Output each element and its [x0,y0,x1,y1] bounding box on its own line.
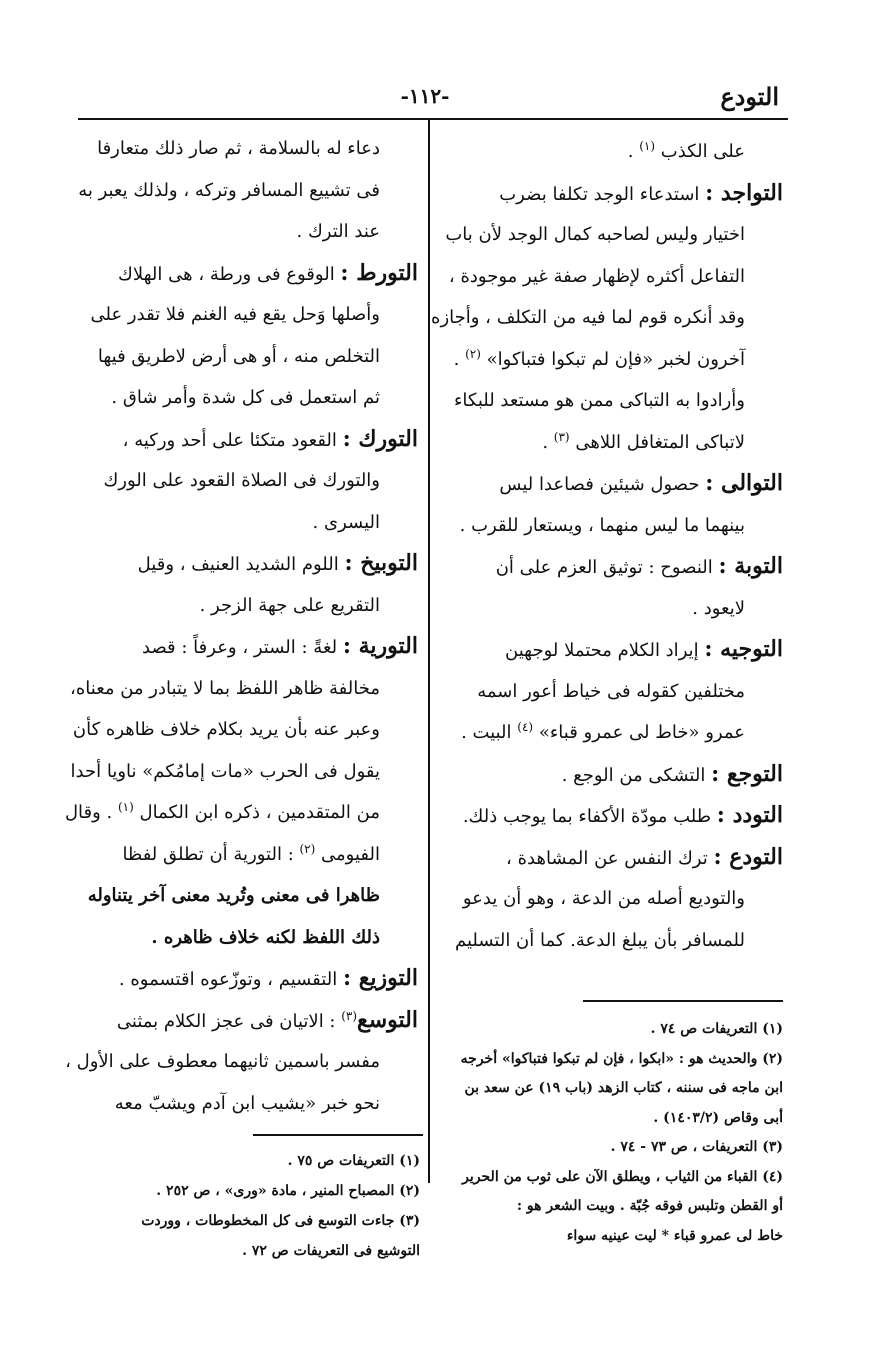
text-line [437,878,783,920]
header-rule [78,118,788,120]
text-line [437,588,783,630]
line-text: وعبر عنه بأن يريد بكلام خلاف ظاهره كأن [72,719,380,740]
entry-line [437,754,783,796]
entry-term: التوبيخ : [344,550,418,576]
entry-line [437,629,783,671]
line-text: دعاء له بالسلامة ، ثم صار ذلك متعارفا [97,138,380,159]
entry-line [437,837,783,879]
line-text: الفيومى [315,843,380,865]
text-line [78,502,418,544]
line-text: طلب مودّة الأكفاء بما يوجب ذلك. [462,806,717,827]
entry-term: التوبة : [718,553,783,579]
footnote-line: (٤) القباء من الثياب ، ويطلق الآن على ثوب من الحرير [462,1168,783,1185]
text-line [78,834,418,876]
entry-line [437,546,783,588]
line-text: القعود متكئا على أحد وركيه ، [122,429,343,451]
text-line [65,1041,418,1083]
line-text: حصول شيئين فصاعدا ليس [499,474,706,495]
entry-line [78,1000,418,1042]
page-number: -١١٢- [400,84,450,108]
footnote-line: خاط لى عمرو قباء * ليت عينيه سواء [566,1227,783,1244]
entry-line [78,626,418,668]
text-line [78,875,418,917]
entry-term: التوجيه : [704,636,783,662]
text-line [78,170,418,212]
text-line [78,336,418,378]
text-line [437,671,783,713]
text-line [78,294,418,336]
entry-term: التوسع [357,1006,418,1033]
line-text: التشكى من الوجع . [561,764,712,786]
line-tail: . [542,431,554,453]
running-header-title: التودع [720,82,779,111]
line-text: وقد أنكره قوم لما فيه من التكلف ، وأجازه [431,307,745,328]
footnote-line: (١) التعريفات ص ٧٤ . [650,1021,783,1037]
text-line [78,585,418,627]
line-text: لايعود . [692,597,745,619]
line-text: إيراد الكلام محتملا لوجهين [505,640,705,661]
line-text: آخرون لخبر «فإن لم تبكوا فتباكوا» [480,348,745,370]
line-text: الوقوع فى ورطة ، هى الهلاك [118,263,341,285]
footnote-ref: (١) [639,139,656,153]
text-line [78,128,418,170]
text-line [437,712,783,754]
line-tail: . وقال [64,802,118,823]
line-text: من المتقدمين ، ذكره ابن الكمال [133,802,380,823]
footnote-line: (٣) جاءت التوسع فى كل المخطوطات ، ووردت [141,1213,420,1229]
line-text: والتورك فى الصلاة القعود على الورك [103,470,380,491]
line-text: التقريع على جهة الزجر . [199,594,380,616]
line-text: وأرادوا به التباكى ممن هو مستعد للبكاء [453,390,745,411]
footnote-rule-right [583,1000,783,1002]
footnotes-right [437,1015,783,1251]
line-text: نحو خبر «يشيب ابن آدم ويشبّ معه [114,1092,380,1114]
line-text: ثم استعمل فى كل شدة وأمر شاق . [111,387,380,408]
line-text: اللوم الشديد العنيف ، وقيل [137,554,345,575]
line-text: والتوديع أصله من الدعة ، وهو أن يدعو [462,888,745,909]
footnote-line: (٢) والحديث هو : «ابكوا ، فإن لم تبكوا فتباكوا» أخرجه [460,1050,783,1067]
text-line [78,377,418,419]
text-line [70,751,418,793]
footnote-line: (٣) التعريفات ، ص ٧٣ - ٧٤ . [610,1139,783,1155]
text-line [437,131,783,173]
footnote-line: التوشيع فى التعريفات ص ٧٢ . [242,1243,420,1259]
text-line [72,709,418,751]
text-line [437,214,783,256]
entry-line [78,543,418,585]
line-text: للمسافر بأن يبلغ الدعة. كما أن التسليم [454,929,745,951]
entry-term: التوزيع : [342,965,418,991]
footnote-line: أو القطن وتلبس فوقه جُبّة . وبيت الشعر هو : [516,1198,783,1214]
line-text: التقسيم ، وتوزّعوه اقتسموه . [118,969,343,990]
line-text: فى تشييع المسافر وتركه ، ولذلك يعبر به [78,179,380,201]
text-line [78,1083,418,1125]
entry-term: التودع : [713,843,783,870]
entry-term: التورط : [340,259,418,286]
line-text: لغةً : الستر ، وعرفاً : قصد [142,637,343,658]
line-text: مفسر باسمين ثانيهما معطوف على الأول ، [65,1051,380,1072]
right-column [431,131,783,961]
line-tail: : التورية أن تطلق لفظا [122,843,300,865]
text-line [437,505,783,547]
entry-line [78,253,418,295]
line-text: عند الترك . [296,221,380,242]
footnote-line: أبى وقاص (١٤٠٣/٢) . [653,1109,783,1126]
line-text: لاتباكى المتغافل اللاهى [569,431,745,453]
left-column [64,128,418,1124]
line-text: يقول فى الحرب «مات إمامُكم» ناويا أحدا [70,760,380,782]
text-line [437,422,783,464]
text-line [437,339,783,381]
line-text: ترك النفس عن المشاهدة ، [506,847,714,869]
footnote-ref: (١) [117,800,134,814]
line-text: عمرو «خاط لى عمرو قباء» [533,722,745,743]
line-tail: . [453,348,466,370]
line-text: اليسرى . [312,511,380,533]
line-text: استدعاء الوجد تكلفا بضرب [499,183,706,205]
line-text: النصوح : توثيق العزم على أن [495,557,719,578]
footnote-rule-left [253,1134,423,1136]
line-text: اختيار وليس لصاحبه كمال الوجد لأن باب [445,224,745,245]
footnote-line: ابن ماجه فى سننه ، كتاب الزهد (باب ١٩) عن سعد بن [464,1080,783,1096]
footnote-ref: (٣) [341,1008,358,1023]
line-text: التفاعل أكثره لإظهار صفة غير موجودة ، [448,265,745,287]
line-text: على الكذب [655,141,745,162]
text-line [431,297,783,339]
entry-line [78,419,418,461]
footnote-line: (٢) المصباح المنير ، مادة «ورى» ، ص ٢٥٢ . [156,1183,420,1199]
text-line [78,917,418,959]
entry-line [437,795,783,837]
entry-term: التورية : [342,633,418,659]
line-text: : الاتيان فى عجز الكلام بمثنى [116,1010,342,1032]
footnotes-left [78,1146,420,1266]
entry-line [437,463,783,505]
text-line [437,920,783,962]
footnote-line: (١) التعريفات ص ٧٥ . [287,1153,420,1169]
text-line [437,380,783,422]
line-text: ظاهرا فى معنى وتُريد معنى آخر يتناوله [87,885,380,906]
line-text: مخالفة ظاهر اللفظ بما لا يتبادر من معناه، [70,677,380,699]
line-text: ذلك اللفظ لكنه خلاف ظاهره . [151,926,380,948]
line-tail: . [627,141,640,162]
text-line [78,211,418,253]
line-text: مختلفين كقوله فى خياط أعور اسمه [477,680,745,702]
text-line [437,256,783,298]
footnote-ref: (٤) [517,720,534,734]
text-line [64,792,418,834]
entry-term: التواجد : [705,179,783,206]
footnote-ref: (٢) [299,841,316,856]
column-divider [428,118,430,1183]
line-text: وأصلها وَحل يقع فيه الغنم فلا تقدر على [90,304,380,325]
entry-term: التورك : [342,425,418,452]
entry-term: التوجع : [711,760,783,787]
entry-line [437,173,783,215]
footnote-ref: (٢) [465,346,481,361]
entry-line [78,958,418,1000]
line-tail: البيت . [461,722,518,743]
footnote-ref: (٣) [553,429,570,444]
text-line [78,460,418,502]
line-text: التخلص منه ، أو هى أرض لاطريق فيها [97,345,380,367]
text-line [70,668,418,710]
entry-term: التوالى : [705,470,783,496]
entry-term: التودد : [716,802,783,828]
line-text: بينهما ما ليس منهما ، ويستعار للقرب . [459,514,745,536]
